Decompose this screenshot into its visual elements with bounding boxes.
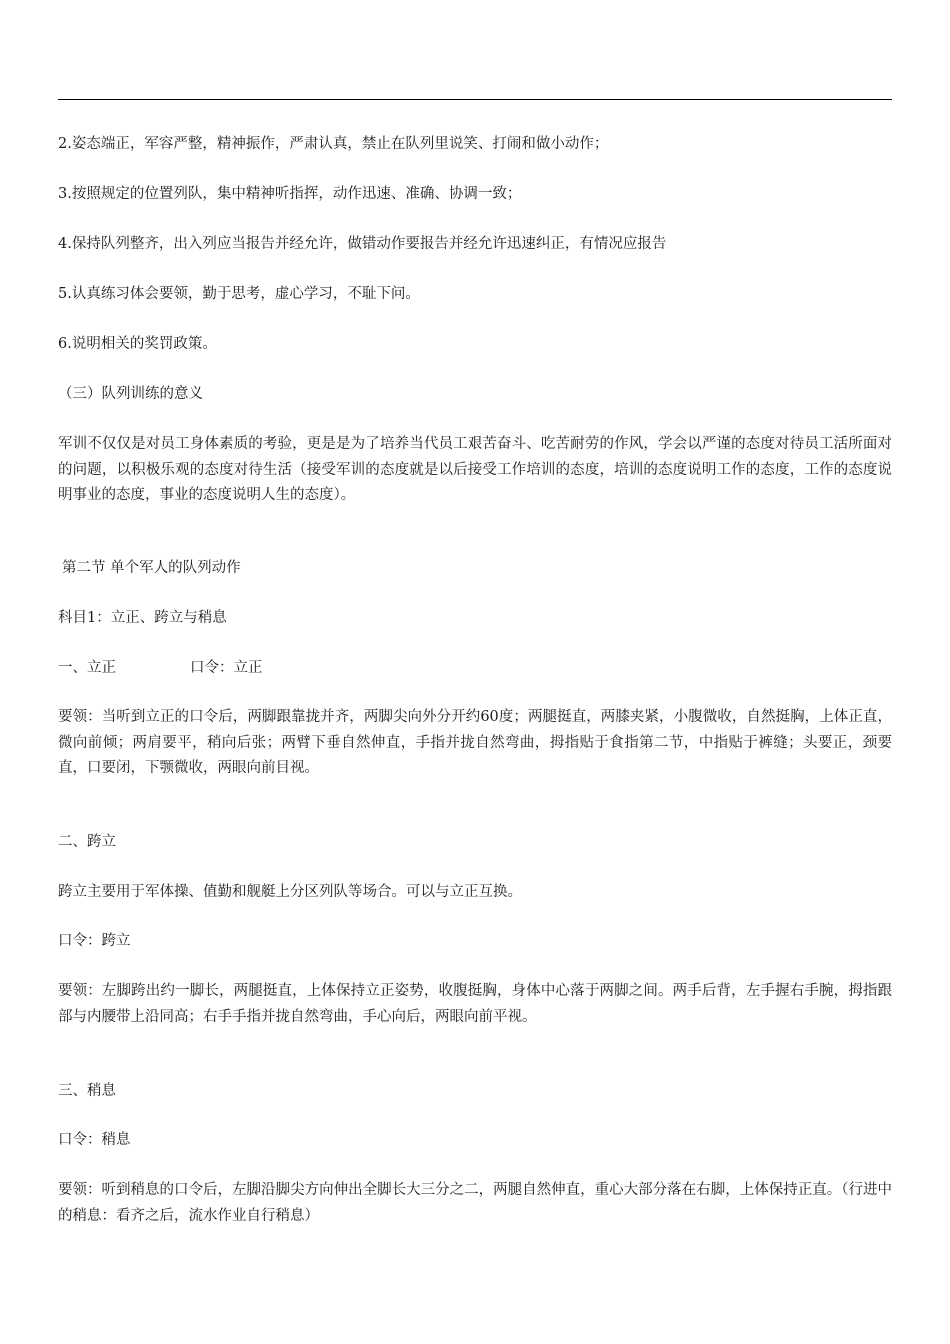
- command-at-ease: 口令：稍息: [58, 1132, 131, 1148]
- command-parade-rest: 口令：跨立: [58, 933, 131, 949]
- section-heading-significance: （三）队列训练的意义: [58, 386, 203, 402]
- chapter-heading: 第二节 单个军人的队列动作: [62, 560, 241, 576]
- rule-item-3: 3.按照规定的位置列队，集中精神听指挥，动作迅速、准确、协调一致；: [58, 186, 522, 202]
- subject-heading: 科目1：立正、跨立与稍息: [58, 610, 227, 626]
- essentials-at-ease: 要领：听到稍息的口令后，左脚沿脚尖方向伸出全脚长大三分之二，两腿自然伸直，重心大部分落在右脚，上体保持正直。（行进中的稍息：看齐之后，流水作业自行稍息）: [58, 1182, 892, 1224]
- rule-item-4: 4.保持队列整齐，出入列应当报告并经允许，做错动作要报告并经允许迅速纠正，有情况应报告: [58, 236, 667, 252]
- paragraph-parade-rest-usage: 跨立主要用于军体操、值勤和舰艇上分区列队等场合。可以与立正互换。: [58, 884, 522, 900]
- heading-attention: 一、立正: [58, 660, 116, 676]
- essentials-parade-rest: 要领：左脚跨出约一脚长，两腿挺直，上体保持立正姿势，收腹挺胸，身体中心落于两脚之间。两手后背，左手握右手腕，拇指跟部与内腰带上沿同高；右手手指并拢自然弯曲，手心向后，两眼向前平视。: [58, 983, 892, 1025]
- header-rule: [58, 99, 892, 100]
- heading-parade-rest: 二、跨立: [58, 834, 116, 850]
- command-attention: 口令：立正: [190, 660, 263, 676]
- paragraph-significance: 军训不仅仅是对员工身体素质的考验，更是是为了培养当代员工艰苦奋斗、吃苦耐劳的作风，学会以严谨的态度对待员工活所面对的问题，以积极乐观的态度对待生活（接受军训的态度就是以后接受工作培训的态度，培训的态度说明工作的态度，工作的态度说明事业的态度，事业的态度说明人生的态度）。: [58, 436, 892, 503]
- essentials-attention: 要领：当听到立正的口令后，两脚跟靠拢并齐，两脚尖向外分开约60度；两腿挺直，两膝夹紧，小腹微收，自然挺胸，上体正直，微向前倾；两肩要平，稍向后张；两臂下垂自然伸直，手指并拢自然弯曲，拇指贴于食指第二节，中指贴于裤缝；头要正，颈要直，口要闭，下颚微收，两眼向前目视。: [58, 709, 892, 776]
- rule-item-2: 2.姿态端正，军容严整，精神振作，严肃认真，禁止在队列里说笑、打闹和做小动作；: [58, 136, 609, 152]
- rule-item-5: 5.认真练习体会要领，勤于思考，虚心学习，不耻下问。: [58, 286, 420, 302]
- rule-item-6: 6.说明相关的奖罚政策。: [58, 336, 217, 352]
- heading-at-ease: 三、稍息: [58, 1083, 116, 1099]
